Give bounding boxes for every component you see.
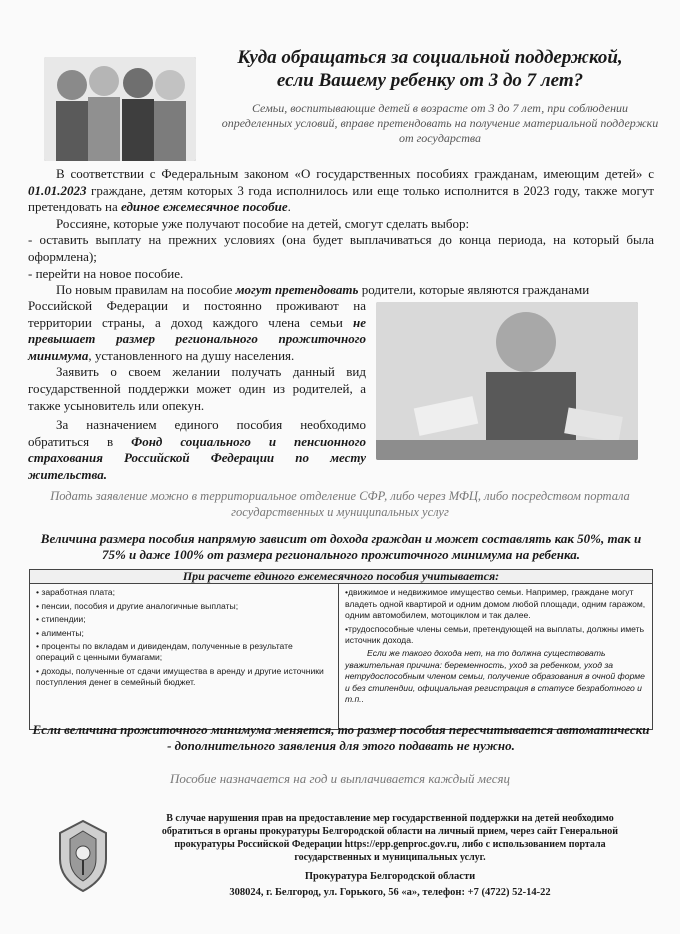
page-subtitle: Семьи, воспитывающие детей в возрасте от 3 до 7 лет, при соблюдении определенных условий, вправе претендовать на получение материальной поддержки от государства bbox=[221, 101, 659, 145]
intro-paragraph-law: В соответствии с Федеральным законом «О государственных пособиях гражданам, имеющим детей» с 01.01.2023 граждане, детям которых 3 года исполнилось или еще только исполнится в 2023 году, также могут претендовать на единое ежемесячное пособие. bbox=[28, 166, 654, 215]
footer-org: Прокуратура Белгородской области bbox=[304, 871, 476, 882]
footer-rights-text: В случае нарушения прав на предоставление мер государственной поддержки на детей необходимо обратиться в органы прокуратуры Белгородской области на личный прием, через сайт Генеральной прокуратуры Российской Федерации https://epp.genproc.gov.ru, либо с использованием портала государственных и муниципальных услуг. bbox=[161, 813, 619, 863]
applicant-paragraph: Заявить о своем желании получать данный вид государственной поддержки может один из родителей, а также усыновитель или опекун. bbox=[28, 364, 366, 413]
amount-note: Величина размера пособия напрямую зависит от дохода граждан и может составлять как 50%, так и 75% и даже 100% от размера регионального прожиточного минимума на ребенка. bbox=[40, 531, 642, 562]
valid-reason-item: Если же такого дохода нет, на то должна существовать уважительная причина: беременность, уход за ребенком, уход за нетрудоспособным членом семьи, получение образования в очной форме и без стипендии, официальная регистрация в статусе безработного и т.п.. bbox=[345, 648, 645, 705]
footer-address: 308024, г. Белгород, ул. Горького, 56 «а», телефон: +7 (4722) 52-14-22 bbox=[229, 887, 551, 898]
income-item: • пенсии, пособия и другие аналогичные выплаты; bbox=[36, 600, 239, 611]
recalculation-note: Если величина прожиточного минимума меняется, то размер пособия пересчитывается автоматически - дополнительного заявления для этого подавать не нужно. bbox=[32, 722, 650, 753]
child-with-money-photo bbox=[376, 302, 638, 460]
calculation-table bbox=[29, 569, 653, 730]
property-item: •движимое и недвижимое имущество семьи. Например, граждане могут владеть одной квартирой и одним домом любой площади, одним гаражом, одним автомобилем, мотоциклом и так далее. bbox=[345, 587, 646, 621]
ablebodied-item: •трудоспособные члены семьи, претендующей на выплаты, должны иметь источник дохода. bbox=[345, 623, 645, 646]
intro-section bbox=[28, 166, 654, 299]
income-item: • стипендии; bbox=[36, 614, 86, 625]
eligibility-paragraph: Российской Федерации и постоянно проживают на территории страны, а доход каждого члена семьи не превышает размер регионального прожиточного минимума, установленного на душу населения. bbox=[28, 298, 366, 363]
eligibility-section bbox=[28, 298, 366, 484]
intro-paragraph-rules: По новым правилам на пособие могут претендовать родители, которые являются гражданами bbox=[56, 282, 590, 298]
intro-paragraph-choice: Россияне, которые уже получают пособие на детей, смогут сделать выбор: bbox=[56, 215, 470, 231]
income-item: • заработная плата; bbox=[36, 587, 115, 598]
income-list bbox=[30, 584, 339, 730]
property-conditions bbox=[339, 584, 653, 730]
calculation-table-header: При расчете единого ежемесячного пособия учитывается: bbox=[30, 570, 653, 584]
intro-option-new: - перейти на новое пособие. bbox=[28, 265, 184, 281]
income-item: • доходы, полученные от сдачи имущества в аренду и другие источники поступления денег в семейный бюджет. bbox=[36, 665, 324, 688]
income-item: • проценты по вкладам и дивидендам, полученные в результате операций с ценными бумагами; bbox=[36, 641, 293, 663]
page-title: Куда обращаться за социальной поддержкой, если Вашему ребенку от 3 до 7 лет? bbox=[237, 47, 623, 91]
income-item: • алименты; bbox=[36, 627, 84, 638]
fund-paragraph: За назначением единого пособия необходимо обратиться в Фонд социального и пенсионного страхования Российской Федерации по месту жительства. bbox=[28, 417, 366, 482]
apply-note: Подать заявление можно в территориальное отделение СФР, либо через МФЦ, либо посредством портала государственных и муниципальных услуг bbox=[50, 489, 630, 519]
intro-option-keep: - оставить выплату на прежних условиях (она будет выплачиваться до конца периода, на который была оформлена); bbox=[28, 232, 654, 264]
prosecutor-emblem-icon bbox=[48, 815, 118, 895]
period-note: Пособие назначается на год и выплачивается каждый месяц bbox=[169, 771, 511, 786]
children-photo bbox=[44, 57, 196, 161]
